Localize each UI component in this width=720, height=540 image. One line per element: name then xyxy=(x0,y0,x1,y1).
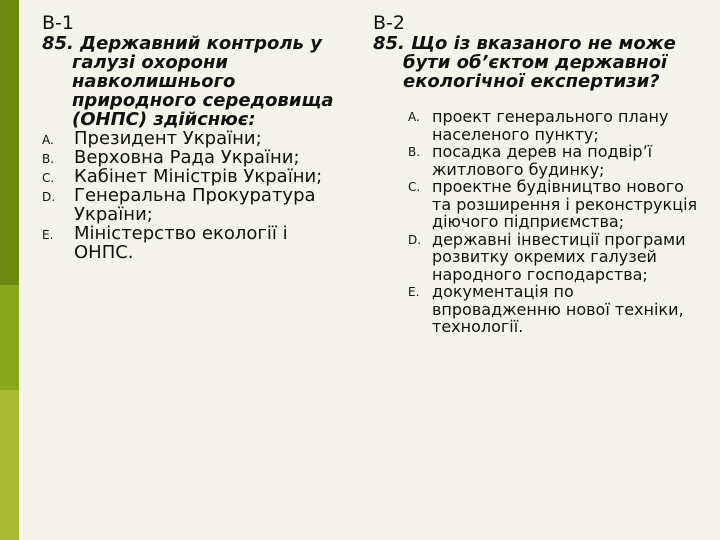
option-letter: B. xyxy=(42,152,55,166)
option-letter: D. xyxy=(42,190,56,204)
answer-option xyxy=(42,129,352,148)
answer-option xyxy=(42,148,352,167)
option-letter: E. xyxy=(42,228,54,242)
option-text: Верховна Рада України; xyxy=(74,147,300,168)
option-letter: C. xyxy=(408,180,421,194)
answer-option xyxy=(42,186,352,224)
variant-1-column xyxy=(42,12,352,262)
variant-2-column xyxy=(373,12,703,336)
option-letter: B. xyxy=(408,145,421,159)
answer-option xyxy=(408,231,703,284)
option-letter: A. xyxy=(42,133,54,147)
answer-option xyxy=(408,283,703,336)
answer-option xyxy=(408,143,703,178)
option-text: документація по впровадженню нової техніки, технології. xyxy=(432,282,684,336)
option-letter: D. xyxy=(408,232,422,247)
option-letter: C. xyxy=(42,171,55,185)
answer-option xyxy=(42,167,352,186)
option-text: посадка дерев на подвір’ї житлового будинку; xyxy=(432,142,653,179)
option-text: Міністерство екології і ОНПС. xyxy=(74,223,288,263)
variant-1-options xyxy=(42,129,352,262)
variant-1-question: 85. Державний контроль у галузі охорони навколишнього природного середовища (ОНПС) здійснює: xyxy=(42,33,334,130)
variant-2-question: 85. Що із вказаного не може бути об’єктом державної екологічної експертизи? xyxy=(373,33,676,92)
answer-option xyxy=(408,178,703,231)
option-text: Президент України; xyxy=(74,128,262,149)
sidebar-band-dark xyxy=(0,0,19,285)
option-text: Генеральна Прокуратура України; xyxy=(74,185,316,225)
option-letter: A. xyxy=(408,110,420,124)
option-text: проект генерального плану населеного пункту; xyxy=(432,107,669,144)
answer-option xyxy=(408,108,703,143)
answer-option xyxy=(42,224,352,262)
variant-1-title: В-1 xyxy=(42,12,74,34)
option-text: Кабінет Міністрів України; xyxy=(74,166,323,187)
option-text: державні інвестиції програми розвитку окремих галузей народного господарства; xyxy=(432,229,686,284)
sidebar-band-mid xyxy=(0,285,19,390)
sidebar-band-light xyxy=(0,390,19,540)
variant-2-options xyxy=(373,108,703,336)
variant-2-title: В-2 xyxy=(373,12,405,34)
option-text: проектне будівництво нового та розширення і реконструкція діючого підприємства; xyxy=(432,177,698,231)
option-letter: E. xyxy=(408,285,420,299)
